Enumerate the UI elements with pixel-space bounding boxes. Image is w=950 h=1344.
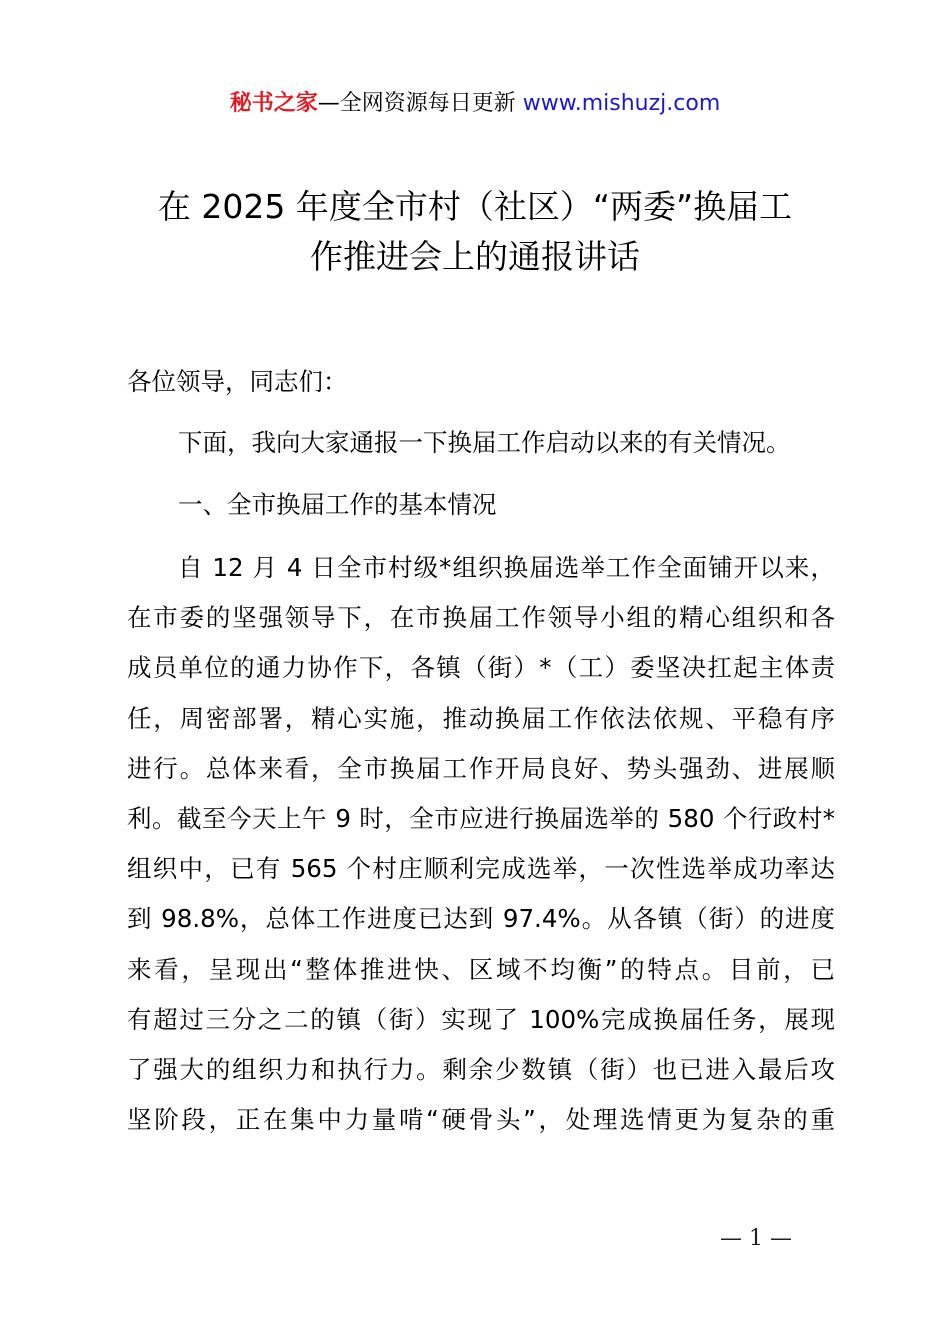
paragraph-line: 成员单位的通力协作下，各镇（街）*（工）委坚决扛起主体责 [127, 653, 835, 683]
paragraph-line: 有超过三分之二的镇（街）实现了 100%完成换届任务，展现 [127, 1004, 835, 1034]
paragraph-line: 来看，呈现出“整体推进快、区域不均衡”的特点。目前，已 [127, 954, 835, 984]
paragraph-line: 利。截至今天上午 9 时，全市应进行换届选举的 580 个行政村* [127, 804, 835, 834]
paragraph-line: 自 12 月 4 日全市村级*组织换届选举工作全面铺开以来， [178, 553, 835, 582]
salutation: 各位领导，同志们： [127, 367, 348, 396]
section-heading-1: 一、全市换届工作的基本情况 [178, 490, 497, 519]
page-number: — 1 — [720, 1226, 792, 1251]
paragraph-line: 进行。总体来看，全市换届工作开局良好、势头强劲、进展顺 [127, 753, 835, 783]
document-title [100, 182, 850, 282]
paragraph-line: 组织中，已有 565 个村庄顺利完成选举，一次性选举成功率达 [127, 854, 835, 884]
site-url-link[interactable]: www.mishuzj.com [522, 91, 721, 116]
paragraph-line: 坚阶段，正在集中力量啃“硬骨头”，处理选情更为复杂的重 [127, 1105, 835, 1135]
title-line-2: 作推进会上的通报讲话 [310, 237, 640, 276]
body-paragraph [127, 543, 835, 1145]
paragraph-line: 了强大的组织力和执行力。剩余少数镇（街）也已进入最后攻 [127, 1055, 835, 1085]
paragraph-line: 在市委的坚强领导下，在市换届工作领导小组的精心组织和各 [127, 603, 835, 633]
paragraph-line: 任，周密部署，精心实施，推动换届工作依法依规、平稳有序 [127, 703, 835, 733]
intro-paragraph: 下面，我向大家通报一下换届工作启动以来的有关情况。 [178, 428, 791, 457]
paragraph-line: 到 98.8%，总体工作进度已达到 97.4%。从各镇（街）的进度 [127, 904, 835, 934]
brand-name: 秘书之家 [229, 91, 318, 116]
title-line-1: 在 2025 年度全市村（社区）“两委”换届工 [157, 187, 793, 226]
site-banner [0, 86, 950, 122]
banner-slogan: —全网资源每日更新 [317, 91, 516, 116]
